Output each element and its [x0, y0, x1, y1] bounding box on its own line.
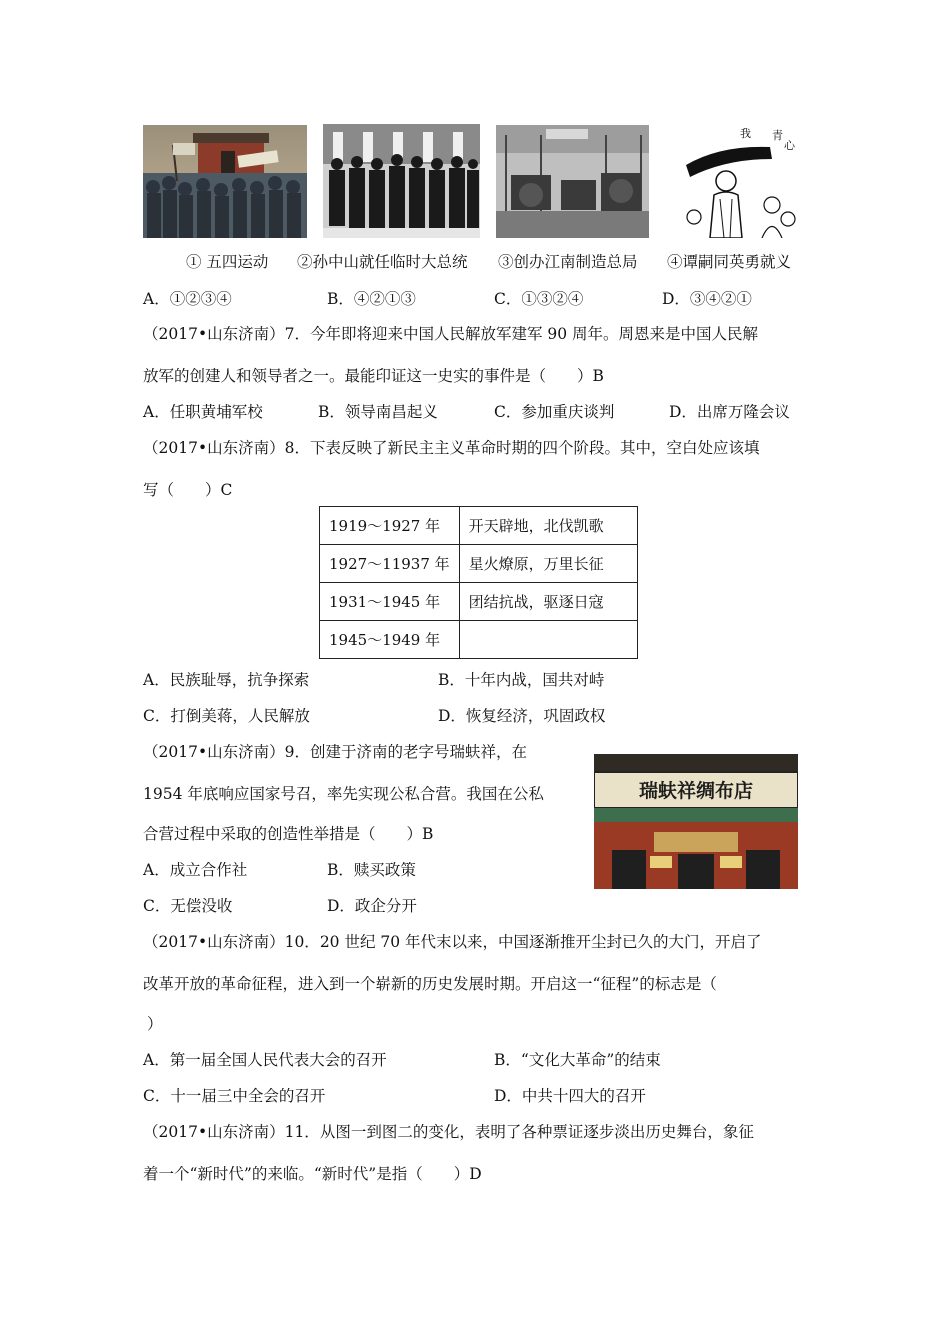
caption-2: ②孙中山就任临时大总统: [297, 253, 468, 271]
table-row: [320, 621, 638, 659]
table-row: [320, 583, 638, 621]
table-cell-theme: 团结抗战，驱逐日寇: [459, 583, 637, 621]
q8-stem-line2: 写（ ）C: [143, 481, 233, 499]
q10-stem-line3: ）: [147, 1015, 163, 1033]
q8-option-d: D．恢复经济，巩固政权: [438, 707, 606, 725]
q10-stem-line1: （2017•山东济南）10．20 世纪 70 年代末以来，中国逐渐推开尘封已久的大门，开启了: [143, 933, 762, 951]
storefront-sign-text: 瑞蚨祥绸布店: [638, 780, 754, 802]
svg-text:青: 青: [772, 129, 783, 142]
svg-text:我: 我: [740, 127, 751, 140]
q9-option-b: B．赎买政策: [327, 861, 416, 879]
drawing-tan-sitong: [680, 125, 802, 238]
q7-option-d: D．出席万隆会议: [669, 403, 790, 421]
table-cell-period: 1945～1949 年: [320, 621, 460, 659]
q8-stem-line1: （2017•山东济南）8．下表反映了新民主主义革命时期的四个阶段。其中，空白处应该填: [143, 439, 760, 457]
table-cell-period: 1927～11937 年: [320, 545, 460, 583]
table-cell-theme: 开天辟地，北伐凯歌: [459, 507, 637, 545]
stages-table: [319, 506, 638, 659]
q10-option-a: A．第一届全国人民代表大会的召开: [143, 1051, 387, 1069]
caption-1: ① 五四运动: [186, 253, 269, 271]
q8-option-b: B．十年内战，国共对峙: [438, 671, 605, 689]
q9-stem-line2: 1954 年底响应国家号召，率先实现公私合营。我国在公私: [143, 785, 544, 803]
table-cell-blank: [459, 621, 637, 659]
photo-ruifuxiang-storefront: [594, 754, 798, 889]
q6-option-a: A．①②③④: [143, 290, 232, 308]
q7-option-b: B．领导南昌起义: [318, 403, 438, 421]
table-cell-period: 1919～1927 年: [320, 507, 460, 545]
q9-stem-line1: （2017•山东济南）9．创建于济南的老字号瑞蚨祥，在: [143, 743, 527, 761]
q6-option-b: B．④②①③: [327, 290, 416, 308]
photo-may-fourth-movement: [143, 125, 307, 238]
q7-stem-line1: （2017•山东济南）7．今年即将迎来中国人民解放军建军 90 周年。周恩来是中国人民解: [143, 325, 759, 343]
q10-option-c: C．十一届三中全会的召开: [143, 1087, 326, 1105]
table-cell-theme: 星火燎原，万里长征: [459, 545, 637, 583]
q9-option-a: A．成立合作社: [143, 861, 248, 879]
q9-option-c: C．无偿没收: [143, 897, 233, 915]
q10-stem-line2: 改革开放的革命征程，进入到一个崭新的历史发展时期。开启这一“征程”的标志是（: [143, 975, 717, 993]
caption-3: ③创办江南制造总局: [498, 253, 638, 271]
q7-option-c: C．参加重庆谈判: [494, 403, 615, 421]
photo-sun-yat-sen-inauguration: [323, 124, 480, 238]
q8-option-c: C．打倒美蒋，人民解放: [143, 707, 310, 725]
table-cell-period: 1931～1945 年: [320, 583, 460, 621]
photo-jiangnan-arsenal: [496, 125, 649, 238]
q9-stem-line3: 合营过程中采取的创造性举措是（ ）B: [143, 825, 434, 843]
q6-option-d: D．③④②①: [662, 290, 752, 308]
table-row: [320, 507, 638, 545]
q10-option-d: D．中共十四大的召开: [494, 1087, 646, 1105]
svg-text:心: 心: [784, 139, 795, 152]
q9-option-d: D．政企分开: [327, 897, 417, 915]
q7-option-a: A．任职黄埔军校: [143, 403, 263, 421]
q11-stem-line1: （2017•山东济南）11．从图一到图二的变化，表明了各种票证逐步淡出历史舞台，象征: [143, 1123, 754, 1141]
q10-option-b: B．“文化大革命”的结束: [494, 1051, 661, 1069]
q6-option-c: C．①③②④: [494, 290, 584, 308]
q11-stem-line2: 着一个“新时代”的来临。“新时代”是指（ ）D: [143, 1165, 482, 1183]
table-row: [320, 545, 638, 583]
caption-4: ④谭嗣同英勇就义: [667, 253, 792, 271]
q8-option-a: A．民族耻辱，抗争探索: [143, 671, 310, 689]
q7-stem-line2: 放军的创建人和领导者之一。最能印证这一史实的事件是（ ）B: [143, 367, 604, 385]
